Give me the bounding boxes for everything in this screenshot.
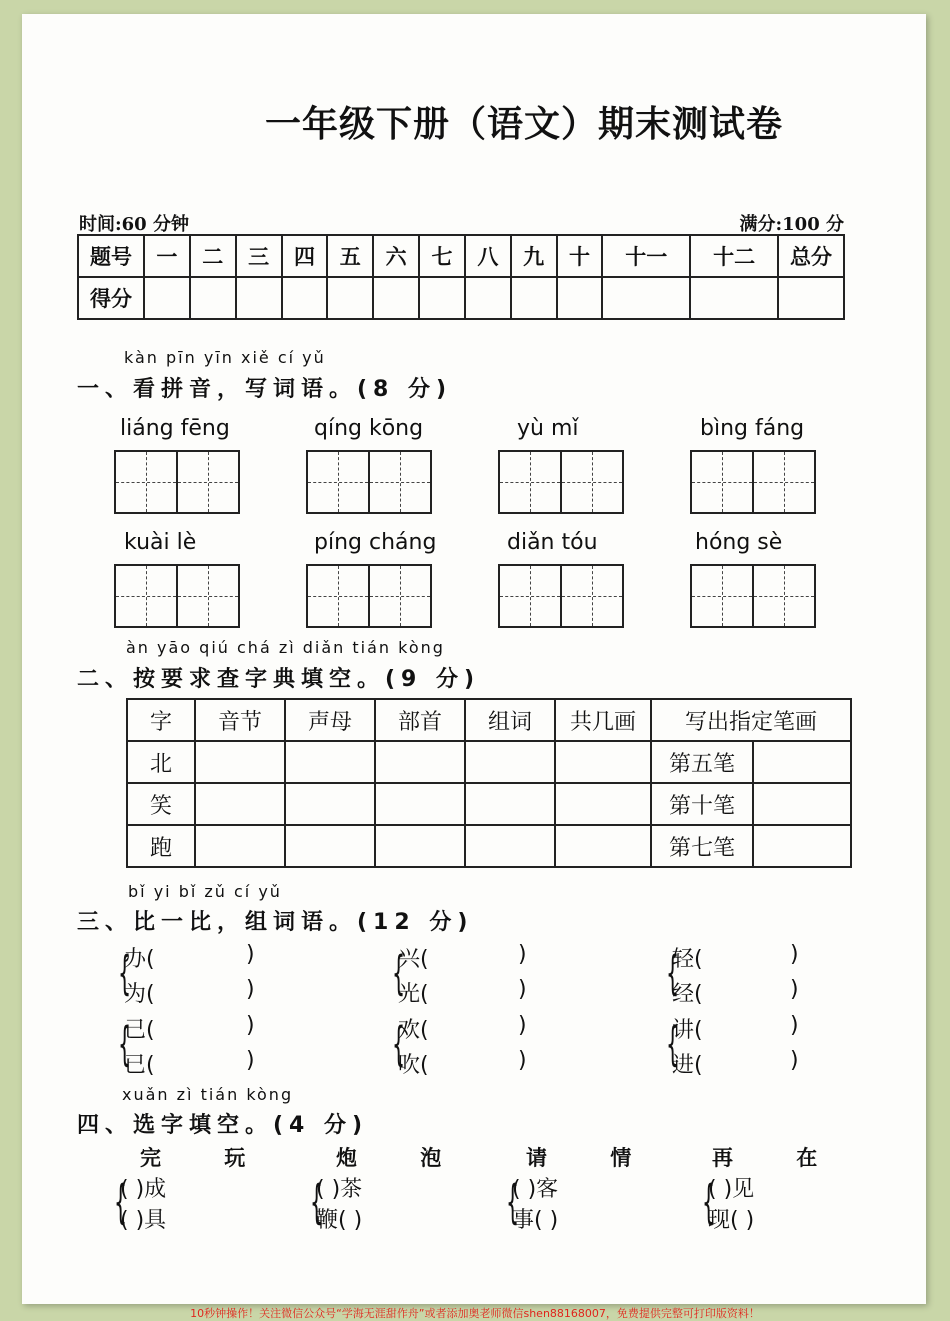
pair-close: ) [518,1048,527,1073]
answer-cell[interactable] [195,825,285,867]
stroke-label: 第十笔 [651,783,753,825]
fill-line[interactable]: ( )客 [512,1177,559,1202]
dict-header-row [127,699,851,741]
score-cell[interactable] [236,277,282,319]
pair-close: ) [790,977,799,1002]
answer-cell[interactable] [465,825,555,867]
dict-char: 北 [127,741,195,783]
score-row-label: 得分 [78,277,144,319]
score-col: 一 [144,235,190,277]
answer-cell[interactable] [753,741,851,783]
fill-line[interactable]: 事( ) [512,1208,559,1233]
pair-item: 经( [672,982,703,1007]
score-col: 十一 [602,235,690,277]
pair-close: ) [790,1013,799,1038]
pinyin-word: píng cháng [314,530,437,555]
dict-header: 声母 [285,699,375,741]
pair-close: ) [518,977,527,1002]
pair-close: ) [246,977,255,1002]
pair-item: 为( [124,982,155,1007]
score-col: 七 [419,235,465,277]
pair-item: 欢( [398,1018,429,1043]
pair-item: 进( [672,1053,703,1078]
score-cell[interactable] [327,277,373,319]
writing-grid[interactable] [498,564,624,628]
pair-item: 吹( [398,1053,429,1078]
dict-char: 跑 [127,825,195,867]
brace: { [392,946,406,1000]
brace: { [506,1175,520,1229]
answer-cell[interactable] [375,783,465,825]
answer-cell[interactable] [465,741,555,783]
fill-line[interactable]: ( )成 [120,1177,167,1202]
writing-grid[interactable] [306,564,432,628]
brace: { [118,1017,132,1071]
score-header-label: 题号 [78,235,144,277]
pinyin-word: kuài lè [124,530,197,555]
section1-pinyin: kàn pīn yīn xiě cí yǔ [124,348,326,367]
pair-item: 讲( [672,1018,703,1043]
section3-title: 三、比一比，组词语。(12 分) [77,910,474,935]
pinyin-word: qíng kōng [314,416,424,441]
stroke-label: 第七笔 [651,825,753,867]
fill-line[interactable]: ( )具 [120,1208,167,1233]
score-col: 八 [465,235,511,277]
score-cell[interactable] [419,277,465,319]
writing-grid[interactable] [306,450,432,514]
writing-grid[interactable] [690,450,816,514]
pair-close: ) [246,1048,255,1073]
pair-close: ) [246,942,255,967]
section3-pinyin: bǐ yi bǐ zǔ cí yǔ [128,882,282,901]
section2-title: 二、按要求查字典填空。(9 分) [77,667,481,692]
pair-item: 办( [124,947,155,972]
section1-title: 一、看拼音，写词语。(8 分) [77,377,453,402]
fill-line[interactable]: ( )见 [708,1177,755,1202]
dict-row [127,825,851,867]
answer-cell[interactable] [375,825,465,867]
brace: { [114,1175,128,1229]
answer-cell[interactable] [753,825,851,867]
answer-cell[interactable] [465,783,555,825]
full-score-label: 满分:100 分 [739,214,844,235]
score-col: 十二 [690,235,778,277]
section4-title: 四、选字填空。(4 分) [77,1113,369,1138]
score-cell[interactable] [373,277,419,319]
writing-grid[interactable] [114,564,240,628]
pair-close: ) [518,1013,527,1038]
score-cell[interactable] [778,277,844,319]
answer-cell[interactable] [285,783,375,825]
dictionary-table [126,698,852,868]
choice-chars: 完 玩 [140,1145,274,1170]
score-cell[interactable] [465,277,511,319]
writing-grid[interactable] [498,450,624,514]
pinyin-word: diǎn tóu [507,530,598,555]
brace: { [392,1017,406,1071]
choice-chars: 再 在 [712,1145,846,1170]
brace: { [666,946,680,1000]
pair-close: ) [790,942,799,967]
exam-paper [22,14,926,1304]
score-cell[interactable] [144,277,190,319]
pair-item: 已( [124,1053,155,1078]
time-label: 时间:60 分钟 [79,214,189,235]
score-cell[interactable] [557,277,603,319]
dict-header: 组词 [465,699,555,741]
pinyin-word: yù mǐ [517,416,579,441]
dict-row [127,741,851,783]
fill-line[interactable]: 现( ) [708,1208,755,1233]
answer-cell[interactable] [375,741,465,783]
score-cell[interactable] [282,277,328,319]
writing-grid[interactable] [690,564,816,628]
dict-header: 共几画 [555,699,651,741]
pair-item: 兴( [398,947,429,972]
score-col: 九 [511,235,557,277]
section4-pinyin: xuǎn zì tián kòng [122,1085,294,1104]
score-table-score-row [78,277,844,319]
dict-header: 字 [127,699,195,741]
score-cell[interactable] [190,277,236,319]
section2-pinyin: àn yāo qiú chá zì diǎn tián kòng [126,638,445,657]
dict-row [127,783,851,825]
score-col: 二 [190,235,236,277]
footer-note: 10秒钟操作！关注微信公众号“学海无涯甜作舟”或者添加奥老师微信shen88168007，免费提供完整可打印版资料！ [190,1307,760,1320]
score-cell[interactable] [511,277,557,319]
dict-header: 音节 [195,699,285,741]
score-col-total: 总分 [778,235,844,277]
answer-cell[interactable] [285,825,375,867]
answer-cell[interactable] [555,825,651,867]
dict-char: 笑 [127,783,195,825]
score-col: 四 [282,235,328,277]
dict-header: 写出指定笔画 [651,699,851,741]
pair-close: ) [790,1048,799,1073]
answer-cell[interactable] [555,741,651,783]
pair-item: 己( [124,1018,155,1043]
score-col: 三 [236,235,282,277]
score-cell[interactable] [602,277,690,319]
answer-cell[interactable] [555,783,651,825]
pinyin-word: bìng fáng [700,416,805,441]
fill-line[interactable]: ( )茶 [316,1177,363,1202]
choice-chars: 请 情 [526,1145,660,1170]
brace: { [666,1017,680,1071]
brace: { [310,1175,324,1229]
pair-close: ) [246,1013,255,1038]
choice-chars: 炮 泡 [336,1145,470,1170]
score-col: 六 [373,235,419,277]
fill-line[interactable]: 鞭( ) [316,1208,363,1233]
answer-cell[interactable] [753,783,851,825]
pair-close: ) [518,942,527,967]
page-title: 一年级下册（语文）期末测试卷 [264,104,783,145]
answer-cell[interactable] [285,741,375,783]
brace: { [118,946,132,1000]
score-col: 五 [327,235,373,277]
writing-grid[interactable] [114,450,240,514]
dict-header: 部首 [375,699,465,741]
answer-cell[interactable] [195,783,285,825]
stroke-label: 第五笔 [651,741,753,783]
pair-item: 轻( [672,947,703,972]
pinyin-word: hóng sè [695,530,783,555]
answer-cell[interactable] [195,741,285,783]
score-table-header-row [78,235,844,277]
pinyin-word: liáng fēng [120,416,230,441]
brace: { [702,1175,716,1229]
score-cell[interactable] [690,277,778,319]
pair-item: 光( [398,982,429,1007]
score-table [77,234,845,320]
score-col: 十 [557,235,603,277]
